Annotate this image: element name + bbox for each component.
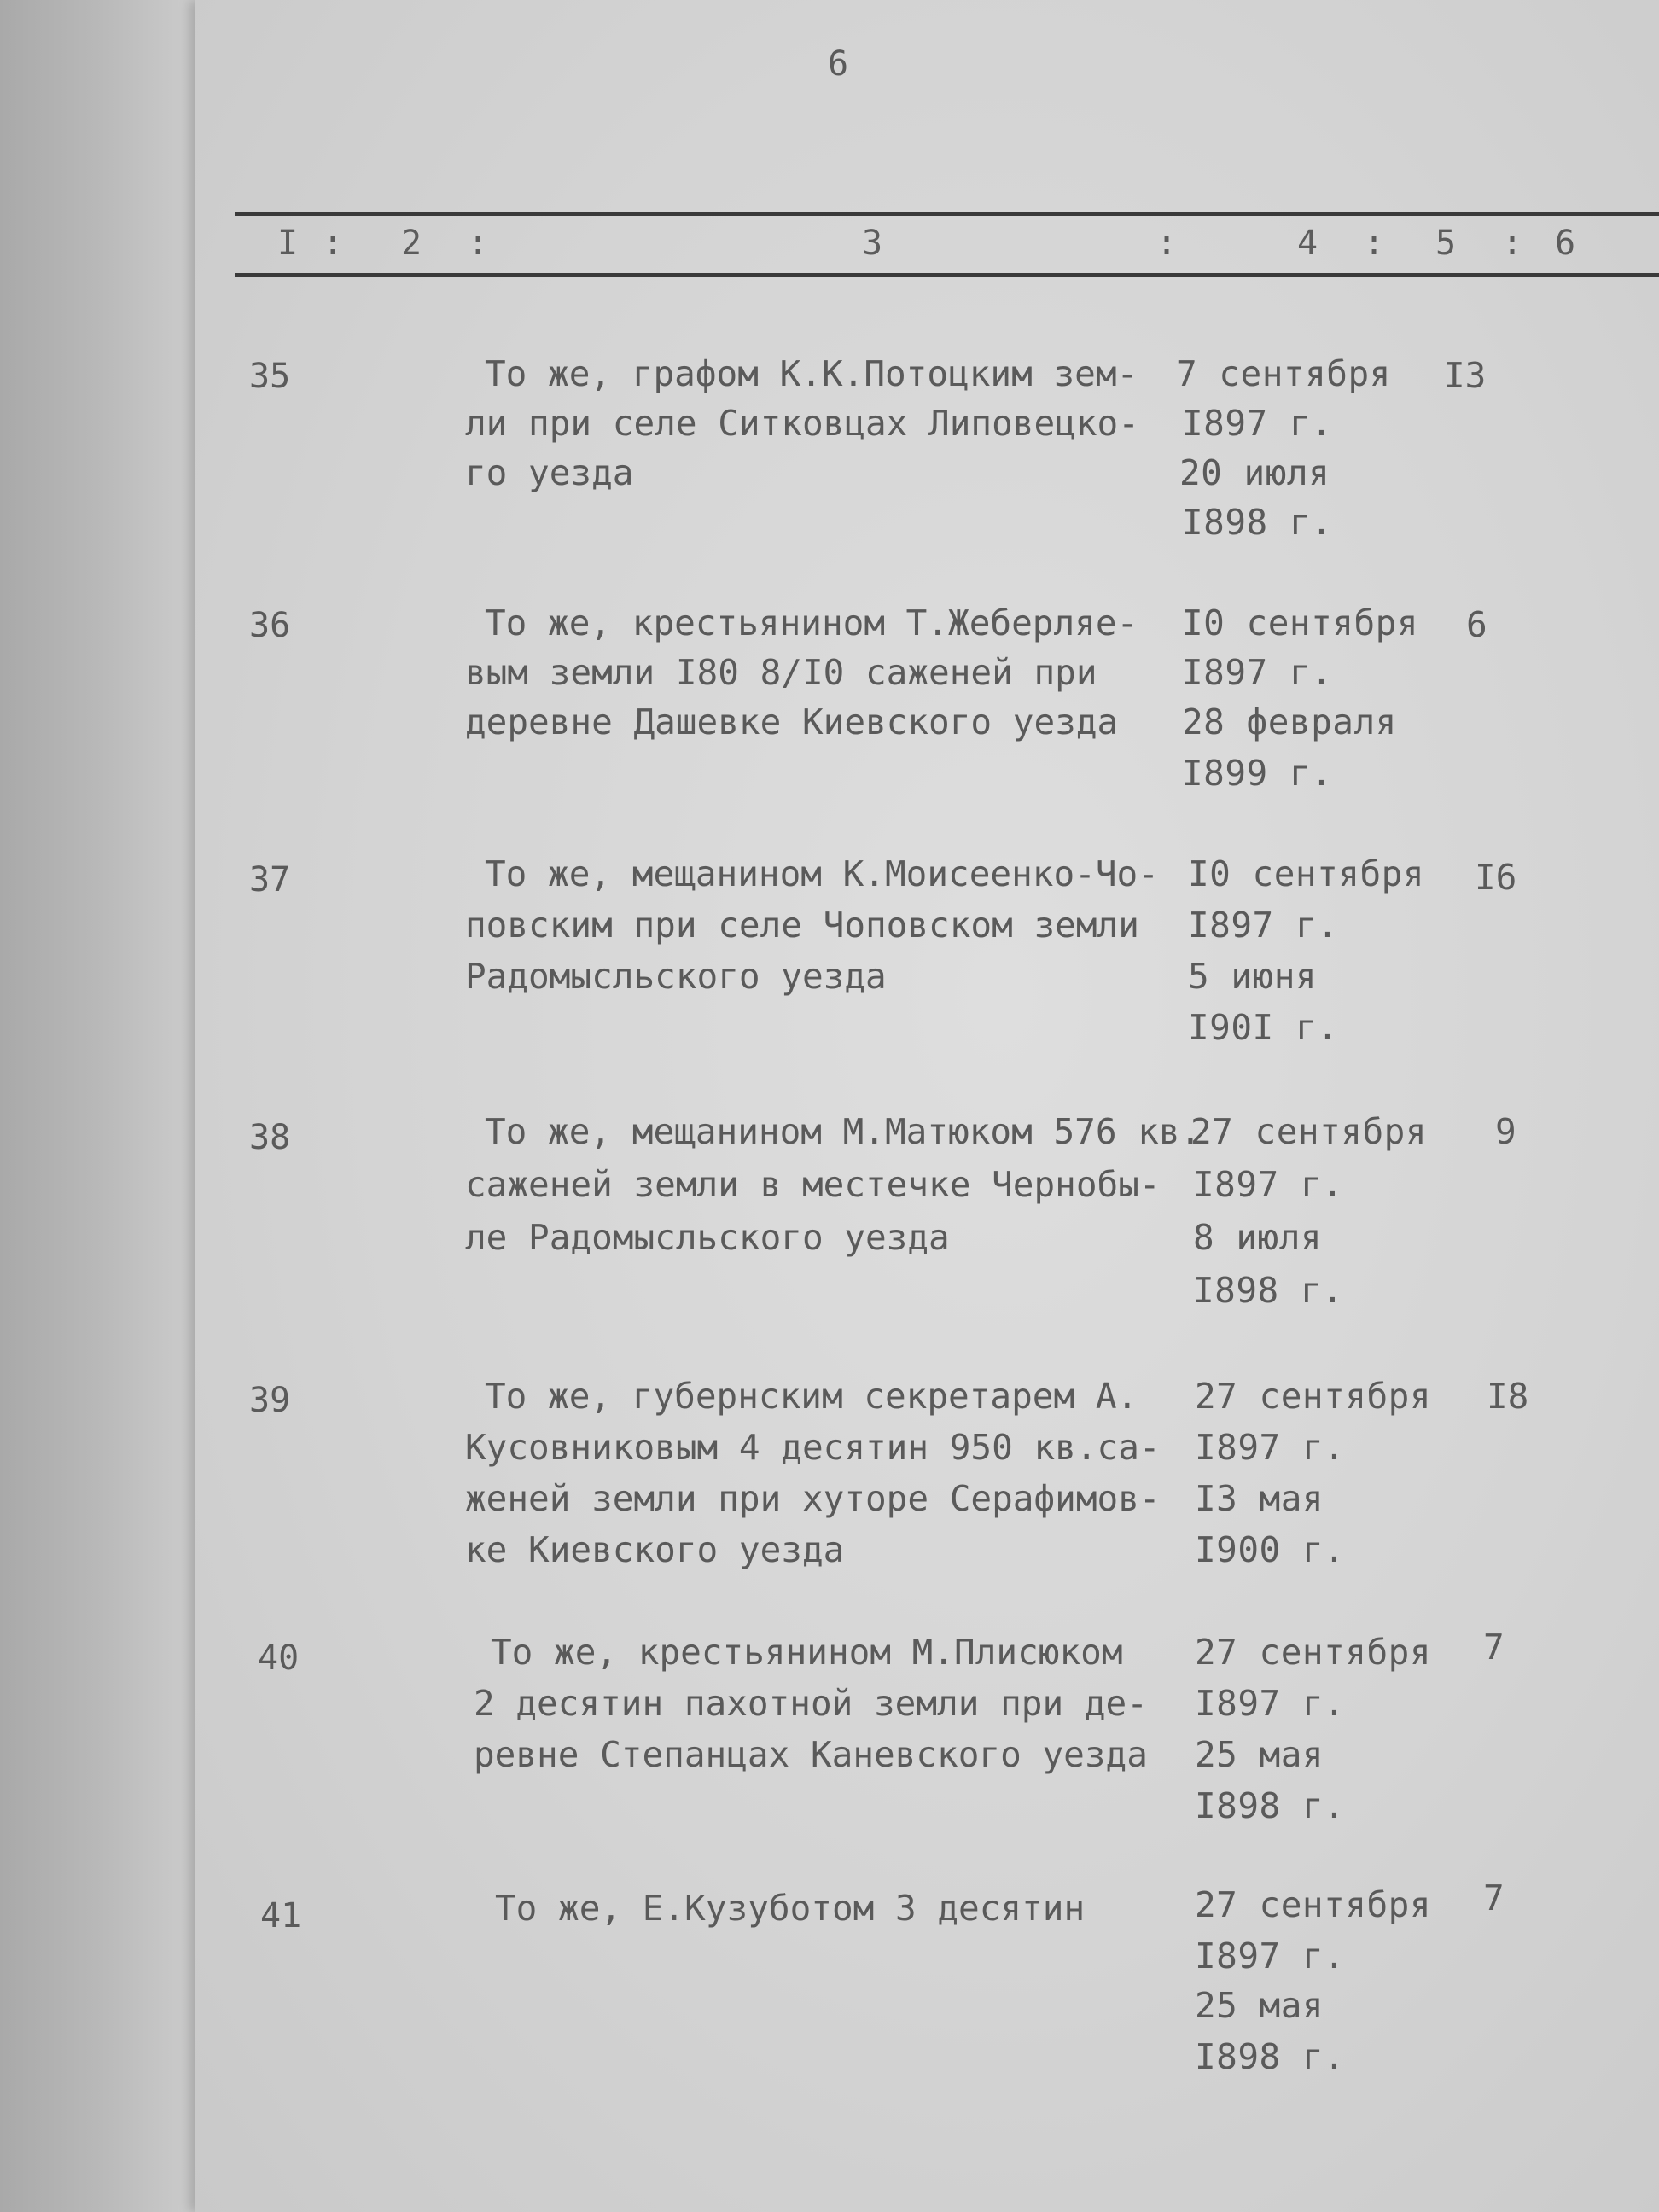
entry-description-line: деревне Дашевке Киевского уезда [465,701,1119,742]
entry-description-line: ке Киевского уезда [465,1529,845,1570]
column-header-6: 6 [1555,224,1576,263]
entry-count: I3 [1444,355,1487,396]
entry-description-line: То же, мещанином М.Матюком 576 кв. [485,1111,1202,1152]
column-header-1: I [277,224,299,263]
entry-date-line: I897 г. [1195,1936,1346,1976]
entry-description-line: Радомысльского уезда [465,956,887,997]
entry-description-line: То же, мещанином К.Моисеенко-Чо- [485,853,1159,894]
entry-description-line: 2 десятин пахотной земли при де- [474,1683,1148,1724]
entry-date-line: 25 мая [1195,1734,1324,1775]
entry-description-line: саженей земли в местечке Чернобы- [465,1164,1161,1205]
entry-date-line: 7 сентября [1176,353,1391,394]
entry-description-line: То же, графом К.К.Потоцким зем- [485,353,1138,394]
header-rule-top [235,212,1659,216]
entry-description-line: Кусовниковым 4 десятин 950 кв.са- [465,1427,1161,1468]
entry-date-line: I3 мая [1195,1478,1324,1519]
entry-description-line: повским при селе Чоповском земли [465,905,1139,946]
entry-date-line: 27 сентября [1195,1884,1432,1925]
entry-description-line: женей земли при хуторе Серафимов- [465,1478,1161,1519]
entry-date-line: 8 июля [1193,1217,1323,1258]
entry-date-line: I897 г. [1193,1164,1344,1205]
column-header-separator: : [1364,224,1385,263]
column-header-separator: : [1156,224,1178,263]
entry-date-line: I898 г. [1193,1270,1344,1311]
entry-number: 35 [249,357,291,396]
column-header-4: 4 [1297,224,1318,263]
entry-number: 38 [249,1118,291,1157]
entry-count: I8 [1487,1376,1529,1417]
entry-description-line: То же, крестьянином М.Плисюком [491,1632,1123,1673]
page-number: 6 [828,44,851,84]
entry-description-line: То же, Е.Кузуботом 3 десятин [495,1888,1086,1929]
entry-description-line: ревне Степанцах Каневского уезда [474,1734,1148,1775]
column-header-separator: : [323,224,344,263]
entry-date-line: 5 июня [1188,956,1318,997]
entry-date-line: I898 г. [1195,1785,1346,1826]
entry-description-line: ле Радомысльского уезда [465,1217,950,1258]
entry-date-line: I898 г. [1195,2036,1346,2077]
entry-date-line: I897 г. [1195,1427,1346,1468]
entry-date-line: I897 г. [1195,1683,1346,1724]
entry-date-line: I900 г. [1195,1529,1346,1570]
entry-date-line: I897 г. [1188,905,1339,946]
entry-date-line: 20 июля [1179,452,1330,493]
entry-number: 37 [249,860,291,899]
entry-date-line: I897 г. [1182,652,1333,693]
entry-date-line: I90I г. [1188,1007,1339,1048]
entry-description-line: То же, крестьянином Т.Жеберляе- [485,602,1138,643]
entry-description-line: вым земли I80 8/I0 саженей при [465,652,1097,693]
typewritten-page [195,0,1659,2212]
entry-date-line: 25 мая [1195,1985,1324,2026]
entry-count: I6 [1475,857,1517,898]
entry-number: 41 [260,1896,302,1936]
entry-date-line: I0 сентября [1182,602,1419,643]
column-header-2: 2 [401,224,422,263]
entry-count: 9 [1495,1111,1516,1152]
entry-number: 36 [249,606,291,645]
entry-date-line: I899 г. [1182,753,1333,794]
entry-description-line: го уезда [465,452,634,493]
entry-number: 39 [249,1381,291,1420]
entry-date-line: 27 сентября [1195,1632,1432,1673]
entry-count: 6 [1466,604,1487,645]
entry-number: 40 [258,1639,300,1678]
column-header-5: 5 [1435,224,1457,263]
entry-count: 7 [1483,1627,1505,1668]
book-binding-shadow [0,0,213,2212]
column-header-3: 3 [862,224,883,263]
entry-date-line: I0 сентября [1188,853,1425,894]
entry-date-line: I897 г. [1182,403,1333,444]
header-rule-bottom [235,273,1659,277]
entry-date-line: 27 сентября [1195,1376,1432,1417]
entry-description-line: ли при селе Ситковцах Липовецко- [465,403,1139,444]
entry-date-line: I898 г. [1182,502,1333,543]
entry-description-line: То же, губернским секретарем А. [485,1376,1138,1417]
column-header-separator: : [468,224,489,263]
entry-date-line: 27 сентября [1190,1111,1428,1152]
entry-date-line: 28 февраля [1182,701,1397,742]
column-header-separator: : [1502,224,1523,263]
entry-count: 7 [1483,1877,1505,1918]
